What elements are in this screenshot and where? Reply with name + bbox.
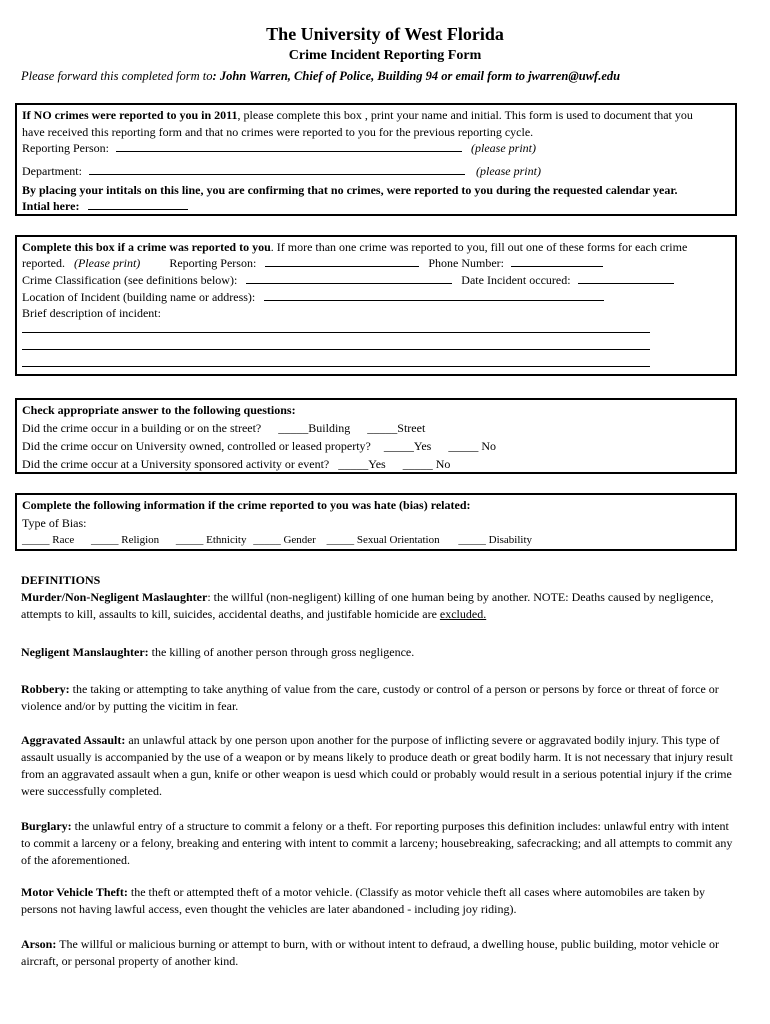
definition-robbery: [21, 681, 733, 715]
location-row: [22, 290, 604, 304]
definition-murder: [21, 589, 733, 623]
no-crimes-lead: If NO crimes were reported to you in 2011: [22, 108, 238, 122]
questions-heading: Check appropriate answer to the following questions:: [22, 403, 296, 417]
definition-term: Motor Vehicle Theft:: [21, 885, 128, 899]
crime-box-lead: Complete this box if a crime was reported to you: [22, 240, 271, 254]
definitions-heading: DEFINITIONS: [21, 573, 101, 587]
no-option[interactable]: _____ No: [448, 439, 497, 453]
definition-burglary: [21, 818, 733, 869]
definition-text: The willful or malicious burning or attempt to burn, with or without intent to defraud, a dwelling house, public building, motor vehicle or aircraft, or personal property of another kind.: [21, 937, 720, 968]
bias-options-row: [22, 533, 532, 547]
definition-text: the theft or attempted theft of a motor vehicle. (Classify as motor vehicle theft all cases where automobiles are taken by persons not having lawful access, even thought the vehicles are later abandoned - including joy riding).: [21, 885, 706, 916]
bias-option-gender[interactable]: _____ Gender: [253, 534, 316, 546]
bias-option-ethnicity[interactable]: _____ Ethnicity: [175, 534, 247, 546]
crime-reporting-person-row: [22, 256, 603, 270]
definition-term: Burglary:: [21, 819, 72, 833]
description-label: Brief description of incident:: [22, 306, 161, 320]
question-sponsored-activity: [22, 457, 450, 471]
initial-label: Intial here:: [22, 199, 80, 213]
definition-term: Aggravated Assault:: [21, 733, 126, 747]
question-building-street: [22, 421, 425, 435]
question-text: Did the crime occur on University owned, controlled or leased property?: [22, 439, 371, 453]
question-text: Did the crime occur in a building or on the street?: [22, 421, 262, 435]
date-incident-field[interactable]: [578, 273, 674, 284]
reporting-person-label: Reporting Person:: [22, 141, 109, 155]
definitions-section: [21, 572, 733, 623]
bias-option-sexual-orientation[interactable]: _____ Sexual Orientation: [326, 534, 440, 546]
bias-option-disability[interactable]: _____ Disability: [458, 534, 533, 546]
phone-number-field[interactable]: [511, 256, 603, 267]
definition-motor-vehicle-theft: [21, 884, 733, 918]
forward-instructions: [21, 69, 620, 84]
reported-text: reported.: [22, 256, 65, 270]
no-crimes-lead-rest: , please complete this box , print your name and initial. This form is used to document that you: [237, 108, 693, 122]
initial-row: [22, 199, 188, 213]
crime-box-lead-rest: . If more than one crime was reported to you, fill out one of these forms for each crime: [270, 240, 688, 254]
bias-option-religion[interactable]: _____ Religion: [90, 534, 160, 546]
bias-box: [15, 493, 737, 551]
bias-option-race[interactable]: _____ Race: [22, 534, 75, 546]
location-field[interactable]: [264, 290, 604, 301]
crime-reporting-person-field[interactable]: [265, 256, 419, 267]
page-title: The University of West Florida: [266, 24, 504, 44]
crime-classification-label: Crime Classification (see definitions below):: [22, 273, 238, 287]
bias-type-label: Type of Bias:: [22, 516, 87, 530]
no-crimes-box: [15, 103, 737, 216]
initial-field[interactable]: [88, 199, 188, 210]
location-label: Location of Incident (building name or address):: [22, 290, 256, 304]
definition-negligent: [21, 644, 733, 661]
question-university-property: [22, 439, 496, 453]
department-label: Department:: [22, 164, 82, 178]
questions-box: [15, 398, 737, 474]
crime-reporting-person-label: Reporting Person:: [169, 256, 257, 270]
bias-heading: Complete the following information if the crime reported to you was hate (bias) related:: [22, 498, 471, 512]
no-crimes-department-row: [22, 164, 541, 178]
yes-option[interactable]: _____Yes: [338, 457, 386, 471]
please-print-note: (please print): [475, 164, 541, 178]
reporting-person-field[interactable]: [116, 141, 462, 152]
forward-prefix: Please forward this completed form to: [21, 69, 213, 83]
confirm-statement: By placing your intitals on this line, you are confirming that no crimes, were reported to you during the requested calendar year.: [22, 183, 678, 197]
definition-text: : the willful (non-negligent) killing of one human being by another. NOTE: Deaths caused by negligence, attempts to kill, assaults to kill, suicides, accidental deaths, and justifable homicide are: [21, 590, 714, 621]
description-line-3[interactable]: [22, 366, 650, 367]
no-crimes-intro-line2: have received this reporting form and that no crimes were reported to you for the previous reporting cycle.: [22, 125, 534, 139]
definition-text: the taking or attempting to take anything of value from the care, custody or control of a person or persons by force or threat of force or violence and/or by putting the vicitim in fear.: [21, 682, 719, 713]
forward-target: : John Warren, Chief of Police, Building 94 or email form to jwarren@uwf.edu: [212, 69, 621, 83]
definition-text: the killing of another person through gross negligence.: [148, 645, 415, 659]
classification-row: [22, 273, 674, 287]
description-line-2[interactable]: [22, 349, 650, 350]
no-crimes-reporting-person-row: [22, 141, 536, 155]
description-line-1[interactable]: [22, 332, 650, 333]
date-incident-label: Date Incident occured:: [461, 273, 571, 287]
question-text: Did the crime occur at a University sponsored activity or event?: [22, 457, 330, 471]
definition-text: an unlawful attack by one person upon another for the purpose of inflicting severe or aggravated bodily injury. This type of assault usually is accompanied by the use of a weapon or by means likely to produce death or great bodily harm. It is not necessary that injury result from an aggravated assault when a gun, knife or other weapon is uesd which could or probably would result in a serious potential injury if the crime were successfully completed.: [21, 733, 733, 798]
definition-term: Robbery:: [21, 682, 70, 696]
excluded-emphasis: excluded.: [439, 607, 487, 621]
definition-term: Negligent Manslaughter:: [21, 645, 149, 659]
building-option[interactable]: _____Building: [278, 421, 351, 435]
yes-option[interactable]: _____Yes: [383, 439, 432, 453]
form-subtitle: Crime Incident Reporting Form: [288, 48, 482, 63]
no-option[interactable]: _____ No: [402, 457, 451, 471]
definition-term: Arson:: [21, 937, 57, 951]
street-option[interactable]: _____Street: [367, 421, 426, 435]
no-crimes-intro-line1: [22, 108, 693, 122]
crime-classification-field[interactable]: [246, 273, 452, 284]
crime-reported-box: [15, 235, 737, 376]
definition-aggravated-assault: [21, 732, 733, 800]
definition-arson: [21, 936, 733, 970]
please-print-note: (Please print): [73, 256, 141, 270]
definition-term: Murder/Non-Negligent Maslaughter: [21, 590, 208, 604]
phone-number-label: Phone Number:: [428, 256, 504, 270]
department-field[interactable]: [89, 164, 465, 175]
definition-text: the unlawful entry of a structure to commit a felony or a theft. For reporting purposes this definition includes: unlawful entry with intent to commit a larceny or a felony, breaking and entering with intent to commit a larceny; housebreaking, safecracking; and all attempts to commit any of the aforementioned.: [21, 819, 733, 867]
please-print-note: (please print): [471, 141, 536, 155]
crime-box-intro: [22, 240, 687, 254]
